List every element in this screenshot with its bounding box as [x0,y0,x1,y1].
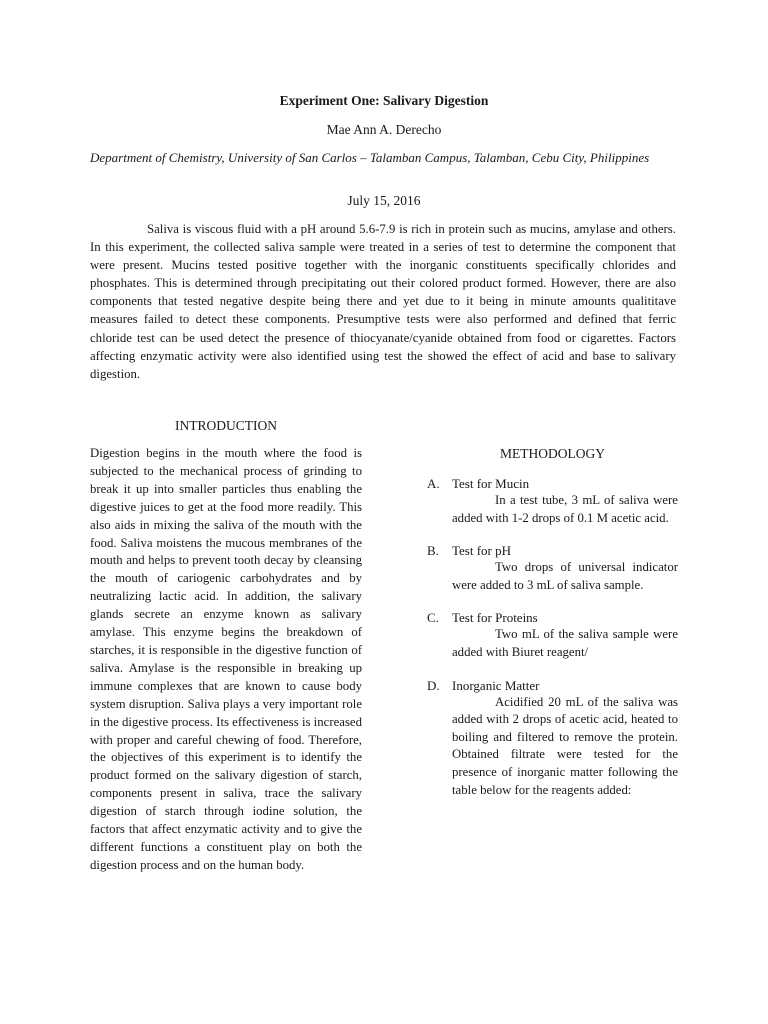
item-body: Two drops of universal indicator were added to 3 mL of saliva sample. [452,560,678,592]
item-body: Two mL of the saliva sample were added with Biuret reagent/ [452,627,678,659]
methodology-heading: METHODOLOGY [500,446,605,461]
paper-date: July 15, 2016 [347,193,421,208]
introduction-heading: INTRODUCTION [175,418,277,433]
item-title: Test for Proteins [452,610,538,626]
introduction-section [90,418,362,875]
paper-title: Experiment One: Salivary Digestion [279,93,489,108]
item-body: In a test tube, 3 mL of saliva were added with 1-2 drops of 0.1 M acetic acid. [452,493,678,525]
methodology-list [427,475,678,799]
item-body: Acidified 20 mL of the saliva was added with 2 drops of acetic acid, heated to boiling and filtered to remove the protein. Obtained filtrate were tested for the presence of inorganic matter following the table below for the reagents added: [452,694,678,797]
methodology-section [427,446,678,814]
item-title: Test for pH [452,543,512,559]
author-name: Mae Ann A. Derecho [326,122,442,137]
item-title: Test for Mucin [452,476,530,491]
item-title: Inorganic Matter [452,677,540,693]
abstract-paragraph: Saliva is viscous fluid with a pH around 5.6-7.9 is rich in protein such as mucins, amylase and others. In this experiment, the collected saliva sample were treated in a series of test to determine the component that were present. Mucins tested positive together with the inorganic constituents specifically chlorides and phosphates. This is determined through precipitating out their colored product formed. However, there are also components that tested negative despite being there and yet due to it being in minute amounts qualititave measures failed to detect these components. Presumptive tests were also performed and defined that ferric chloride test can be used detect the presence of thiocyanate/cyanide obtained from food or cigarettes. Factors affecting enzymatic activity were also identified using test the showed the effect of acid and base to salivary digestion. [90,222,676,381]
methodology-item-proteins [427,609,678,661]
item-letter: C. [427,610,439,626]
author-affiliation: Department of Chemistry, University of San Carlos – Talamban Campus, Talamban, Cebu City, Philippines [90,150,650,165]
item-letter: A. [427,476,440,491]
item-letter: D. [427,677,440,693]
methodology-item-inorganic [427,677,678,800]
item-letter: B. [427,543,439,559]
methodology-item-ph [427,542,678,594]
methodology-item-mucin [427,475,678,527]
introduction-paragraph: Digestion begins in the mouth where the food is subjected to the mechanical process of grinding to break it up into smaller particles thus enabling the digestive juices to get at the food more readily. This also aids in mixing the saliva of the mouth with the food. Saliva moistens the mucous membranes of the mouth and helps to prevent tooth decay by cleansing the mouth of cariogenic carbohydrates and by neutralizing lactic acid. In addition, the salivary glands secrete an enzyme known as salivary amylase. This enzyme begins the breakdown of starches, it is responsible in the digestive function of saliva. Amylase is the responsible in breaking up immune complexes that are known to cause body system disruption. Saliva plays a very important role in the digestive process. Its effectiveness is increased with proper and careful chewing of food. Therefore, the objectives of this experiment is to identify the product formed on the salivary digestion of starch, components present in saliva, trace the salivary digestion of starch through iodine solution, the factors that affect enzymatic activity and to give the different functions a constituent play on both the digestion process and on the human body. [90,446,362,872]
